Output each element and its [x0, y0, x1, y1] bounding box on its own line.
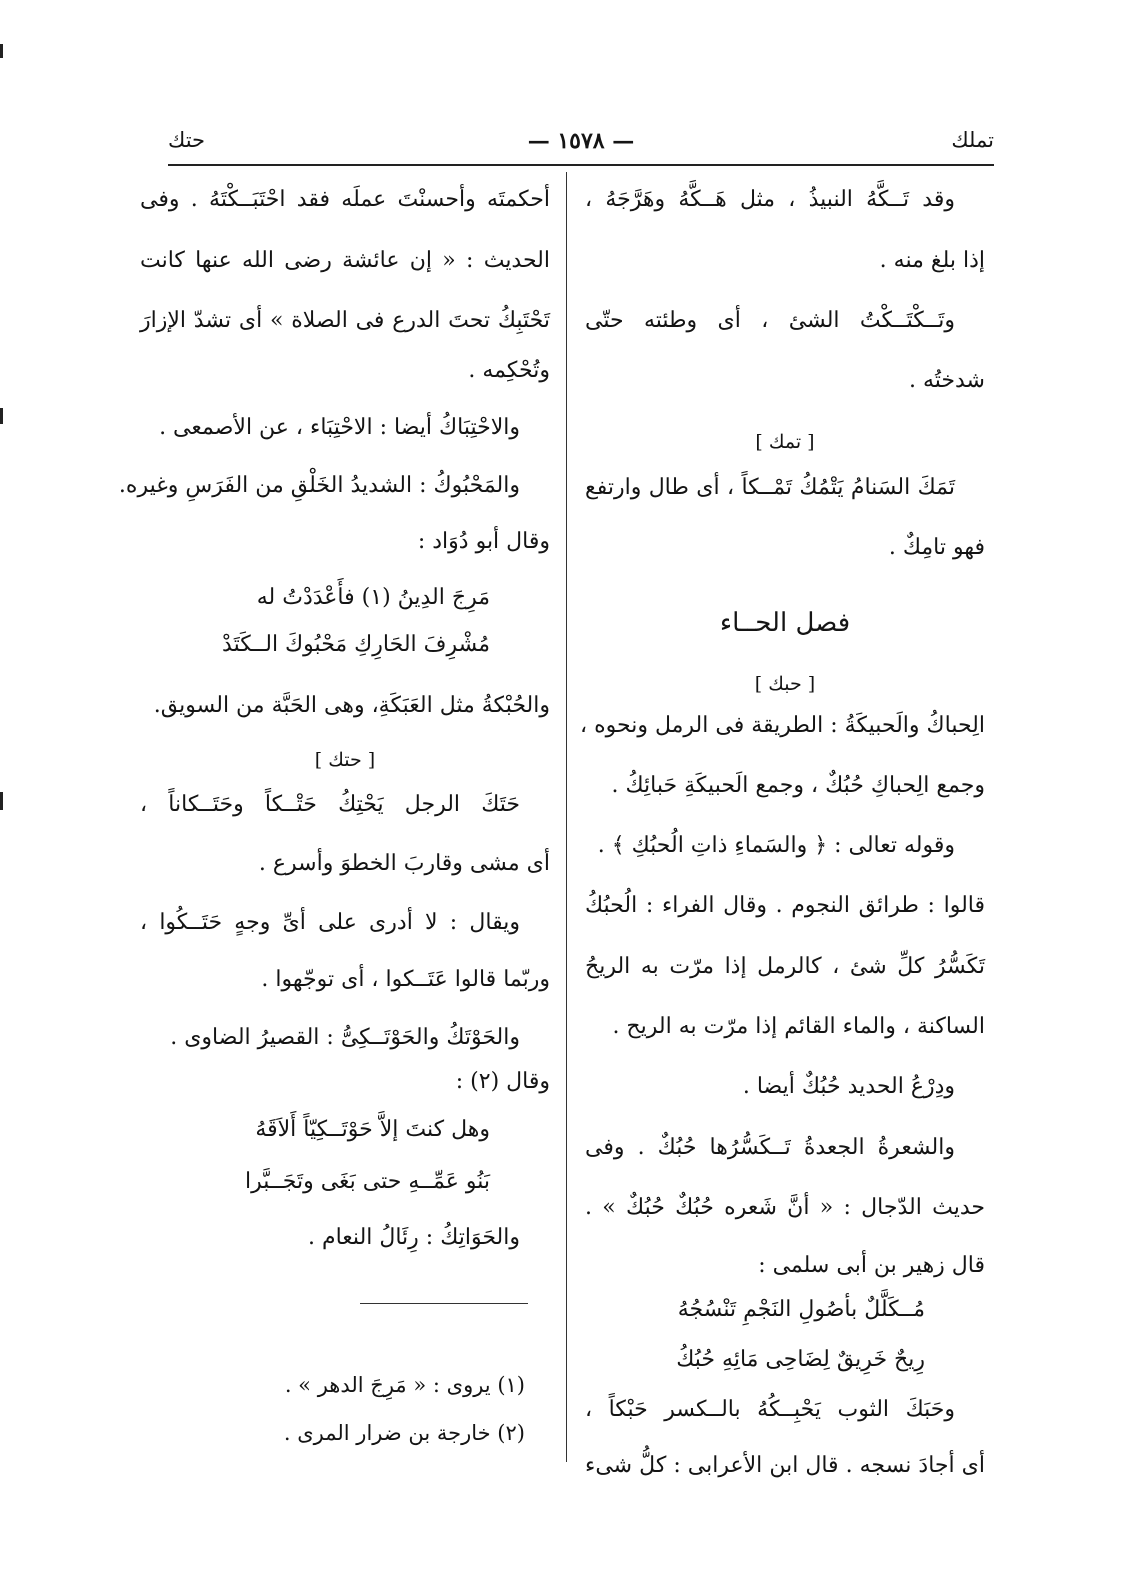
header-rule	[168, 164, 994, 166]
text-line: والحَوْتَكُ والحَوْتَــكِىُّ : القصيرُ الضاوى .	[170, 1025, 520, 1050]
text-line: أى مشى وقاربَ الخطوَ وأسرع .	[258, 851, 550, 876]
text-line: والحَوَاتِكُ : رِئَالُ النعام .	[308, 1225, 520, 1250]
text-line: والمَحْبُوكُ : الشديدُ الخَلْقِ من الفَرَسِ وغيره.	[118, 473, 520, 498]
text-line: والشعرةُ الجعدةُ تَــكَسُّرُها حُبُكٌ . وفى	[585, 1135, 955, 1160]
text-line: إذا بلغ منه .	[879, 248, 985, 273]
text-line: أحكمتَه وأحسنْتَ عملَه فقد احْتَبَــكْتَهُ . وفى	[140, 187, 550, 212]
text-line: قال زهير بن أبى سلمى :	[758, 1253, 985, 1278]
verse-line: وهل كنتَ إلاَّ حَوْتَــكِيّاً أَلاَقَهُ	[255, 1117, 490, 1142]
text-line: وقوله تعالى : ﴿ والسَماءِ ذاتِ الُحبُكِ ﴾ .	[597, 833, 955, 858]
text-line: وتَــكْتَــكْتُ الشئ ، أى وطئته حتّى	[585, 308, 955, 333]
verse-line: مُشْرِفَ الحَارِكِ مَحْبُوكَ الــكَتَدْ	[222, 632, 490, 657]
text-line: وربّما قالوا عَتَــكوا ، أى توجّهوا .	[261, 967, 550, 992]
text-line: قالوا : طرائق النجوم . وقال الفراء : الُحبُكُ	[585, 893, 985, 918]
column-divider	[566, 172, 567, 1462]
text-line: شدختُه .	[908, 368, 985, 393]
section-heading: فصل الحــاء	[719, 608, 851, 638]
scan-margin-mark	[0, 44, 3, 58]
text-line: وحَبَكَ الثوب يَحْبِــكُهُ بالــكسر حَبْكاً ،	[585, 1397, 955, 1422]
entry-heading: [ حتك ]	[314, 749, 376, 771]
text-line: وجمع الِحباكِ حُبُكٌ ، وجمع الَحبيكَةِ حَبائِكُ .	[611, 773, 985, 798]
text-line: تَحْتَبِكُ تحتَ الدرع فى الصلاة » أى تشدّ الإزارَ	[140, 308, 550, 333]
text-line: وقال (٢) :	[455, 1069, 550, 1094]
text-line: والحُبْكةُ مثل العَبَكَةِ، وهى الحَبَّة من السويق.	[153, 693, 550, 718]
text-line: وقال أبو دُوَاد :	[417, 529, 550, 554]
text-line: أى أجادَ نسجه . قال ابن الأعرابى : كلُّ شىء	[585, 1453, 985, 1478]
verse-line: بَنُو عَمِّــهِ حتى بَغَى وتَجَــبَّرا	[244, 1169, 490, 1194]
text-line: فهو تامِكٌ .	[888, 535, 985, 560]
text-line: ودِرْعُ الحديد حُبُكٌ أيضا .	[742, 1074, 955, 1099]
footnote: (٢) خارجة بن ضرار المرى .	[283, 1421, 525, 1445]
text-line: وقد تَــكَّهُ النبيذُ ، مثل هَــكَّهُ وهَرَّجَهُ ،	[585, 187, 955, 212]
verse-line: مَرِجَ الدِينُ (١) فأَعْدَدْتُ له	[256, 585, 490, 610]
text-line: تَمَكَ السَنامُ يَتْمُكُ تَمْــكاً ، أى طال وارتفع	[585, 475, 956, 500]
entry-heading: [ حبك ]	[754, 673, 816, 695]
text-line: والاحْتِبَاكُ أيضا : الاحْتِبَاء ، عن الأصمعى .	[159, 415, 520, 440]
text-line: ويقال : لا أدرى على أىِّ وجهٍ حَتَــكُوا ،	[140, 910, 520, 935]
entry-heading: [ تمك ]	[755, 431, 815, 453]
page-number: — ١٥٧٨ —	[527, 128, 635, 154]
verse-line: مُــكَلَّلٌ بأصُولِ النَجْمِ تَنْسُجُهُ	[677, 1297, 925, 1322]
scan-margin-mark	[0, 408, 3, 424]
header-right-word: تملك	[951, 128, 994, 152]
text-line: حَتَكَ الرجل يَحْتِكُ حَتْــكاً وحَتَــكاناً ،	[140, 792, 520, 817]
header-left-word: حتك	[168, 128, 206, 152]
text-line: تَكَسُّرُ كلِّ شئ ، كالرمل إذا مرّت به الريحُ	[585, 954, 985, 979]
text-line: الِحباكُ والَحبيكَةُ : الطريقة فى الرمل ونحوه ،	[580, 713, 985, 738]
footnote: (١) يروى : « مَرِجَ الدهر » .	[284, 1373, 525, 1397]
text-line: الحديث : « إن عائشة رضى الله عنها كانت	[140, 248, 550, 273]
running-header	[168, 128, 994, 164]
text-line: الساكنة ، والماء القائم إذا مرّت به الريح .	[612, 1014, 985, 1039]
text-line: حديث الدّجال : « أنَّ شَعره حُبُكٌ حُبُكٌ » .	[585, 1195, 985, 1220]
text-line: وتُحْكِمه .	[468, 358, 550, 383]
footnote-rule	[360, 1303, 528, 1304]
scan-margin-mark	[0, 792, 3, 810]
verse-line: رِيحٌ خَرِيقٌ لِضَاحِى مَائِهِ حُبُكُ	[676, 1347, 925, 1372]
